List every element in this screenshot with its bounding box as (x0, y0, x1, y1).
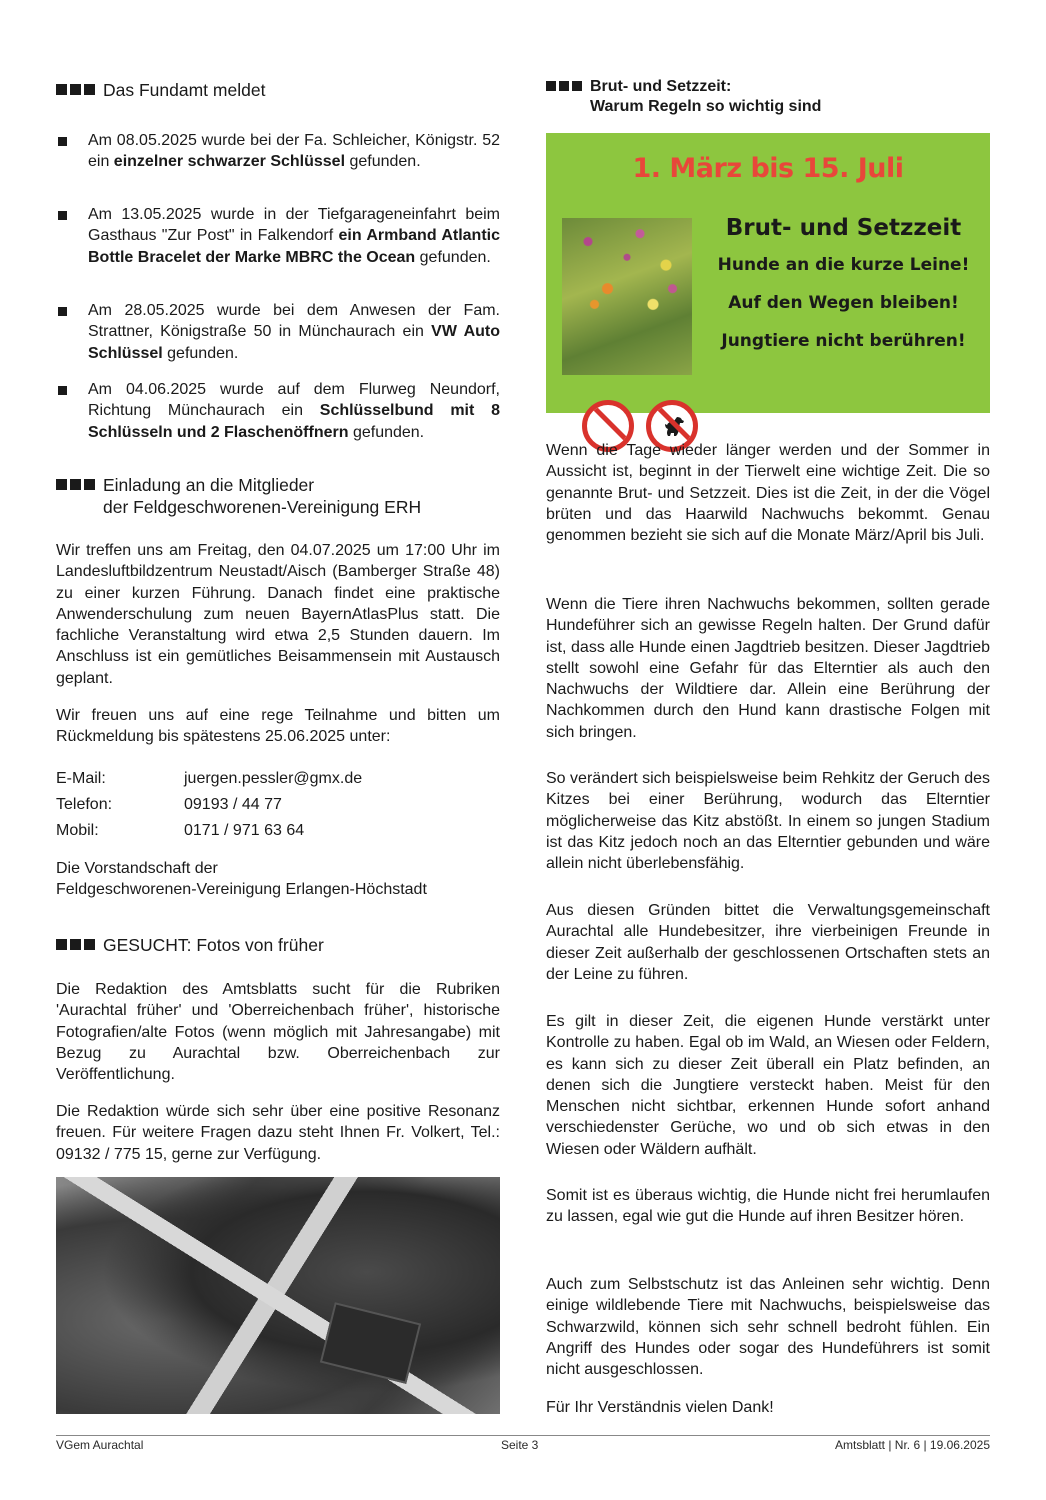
section-heading-brut (546, 77, 821, 117)
banner-date-range: 1. März bis 15. Juli (632, 153, 904, 184)
einladung-paragraph-2: Wir freuen uns auf eine rege Teilnahme und bitten um Rückmeldung bis spätestens 25.06.2025 unter: (56, 707, 500, 746)
flower-meadow-image (562, 218, 692, 375)
heading-squares-icon (56, 79, 95, 101)
heading-line-1: Brut- und Setzzeit: (590, 78, 732, 95)
contact-phone: Telefon: 09193 / 44 77 (56, 796, 282, 813)
gesucht-paragraph-2: Die Redaktion würde sich sehr über eine positive Resonanz freuen. Für weitere Fragen dazu steht Ihnen Fr. Volkert, Tel.: 09132 / 775 15, gerne zur Verfügung. (56, 1103, 500, 1163)
heading-squares-icon (56, 474, 95, 518)
heading-line-1: Einladung an die Mitglieder (103, 475, 315, 495)
footer-page-number: Seite 3 (501, 1438, 539, 1452)
brut-paragraph-4: Aus diesen Gründen bittet die Verwaltungsgemeinschaft Aurachtal alle Hundebesitzer, ihre vierbeinigen Freunde in dieser Zeit außerhalb der geschlossenen Ortschaften stets an der Leine zu führen. (546, 902, 990, 983)
footer-publisher: VGem Aurachtal (56, 1438, 144, 1452)
einladung-signature: Die Vorstandschaft der Feldgeschworenen-Vereinigung Erlangen-Höchstadt (56, 860, 427, 899)
bullet-square-icon (58, 211, 67, 220)
brut-paragraph-7: Auch zum Selbstschutz ist das Anleinen sehr wichtig. Denn einige wildlebende Tiere mit Nachwuchs, beispielsweise das Schwarzwild, können sich sehr schnell bedroht fühlen. Ein Angriff des Hundes oder sogar des Hundeführers ist somit nicht ausgeschlossen. (546, 1276, 990, 1379)
historic-photos-image (56, 1177, 500, 1414)
bullet-square-icon (58, 386, 67, 395)
brut-paragraph-8: Für Ihr Verständnis vielen Dank! (546, 1399, 774, 1416)
brut-paragraph-5: Es gilt in dieser Zeit, die eigenen Hunde verstärkt unter Kontrolle zu haben. Egal ob im Wald, an Wiesen oder Feldern, es kann sich zu dieser Zeit überall ein Platz befinden, an denen sich die Jungtiere versteckt haben. Meist für den Menschen nicht sichtbar, erkennen Hunde sofort anhand verschiedenster Gerüche, wo und ob sich etwas in den Wiesen oder Wäldern aufhält. (546, 1013, 990, 1158)
contact-list (56, 766, 362, 844)
heading-text: Das Fundamt meldet (103, 80, 266, 100)
footer-issue: Amtsblatt | Nr. 6 | 19.06.2025 (835, 1438, 990, 1452)
chalkboard-shape (320, 1302, 421, 1384)
banner-rule-2: Auf den Wegen bleiben! (728, 293, 959, 313)
section-heading-gesucht (56, 934, 324, 956)
contact-email: E-Mail: juergen.pessler@gmx.de (56, 766, 362, 792)
section-heading-einladung (56, 474, 421, 518)
banner-rule-3: Jungtiere nicht berühren! (721, 331, 966, 351)
bullet-square-icon (58, 307, 67, 316)
heading-line-2: Warum Regeln so wichtig sind (590, 98, 822, 115)
bullet-square-icon (58, 137, 67, 146)
email-link[interactable]: juergen.pessler@gmx.de (184, 770, 363, 787)
heading-squares-icon (56, 934, 95, 956)
heading-text: GESUCHT: Fotos von früher (103, 935, 324, 955)
brut-paragraph-2: Wenn die Tiere ihren Nachwuchs bekommen, sollten gerade Hundeführer sich an gewisse Regeln halten. Der Grund dafür ist, dass alle Hunde einen Jagdtrieb besitzen. Dieser Jagdtrieb stellt sowohl eine Gefahr für das Elterntier als auch den Nachwuchs der Wildtiere dar. Allein eine Berührung der Nachkommen durch den Hund kann drastische Folgen mit sich bringen. (546, 596, 990, 741)
brut-paragraph-3: So verändert sich beispielsweise beim Rehkitz der Geruch des Kitzes bei einer Berührung, wodurch das Elterntier möglicherweise das Kitz abstößt. In einem so jungen Stadium ist das Kitz jedoch noch an das Elterntier gebunden und wäre allein nicht überlebensfähig. (546, 770, 990, 873)
brut-setzzeit-banner (546, 133, 990, 413)
brut-paragraph-6: Somit ist es überaus wichtig, die Hunde nicht frei herumlaufen zu lassen, egal wie gut die Hunde auf ihren Besitzer hören. (546, 1187, 990, 1226)
einladung-paragraph-1: Wir treffen uns am Freitag, den 04.07.2025 um 17:00 Uhr im Landesluftbildzentrum Neustadt/Aisch (Bamberger Straße 48) zu einer kurzen Führung. Danach findet eine praktische Anwenderschulung zum neuen BayernAtlasPlus statt. Die fachliche Veranstaltung wird etwa 2,5 Stunden dauern. Im Anschluss ist ein gemütliches Beisammensein mit Austausch geplant. (56, 542, 500, 687)
contact-mobile: Mobil: 0171 / 971 63 64 (56, 822, 305, 839)
gesucht-paragraph-1: Die Redaktion des Amtsblatts sucht für die Rubriken 'Aurachtal früher' und 'Oberreichenbach früher', historische Fotografien/alte Fotos (wenn möglich mit Jahresangabe) mit Bezug zu Aurachtal bzw. Oberreichenbach zur Veröffentlichung. (56, 981, 500, 1084)
section-heading-fundamt (56, 79, 265, 101)
banner-rules (701, 215, 986, 369)
banner-rule-1: Hunde an die kurze Leine! (717, 255, 970, 275)
footer-divider (56, 1435, 990, 1436)
heading-line-2: der Feldgeschworenen-Vereinigung ERH (103, 497, 422, 517)
heading-squares-icon (546, 77, 582, 117)
dog-icon (663, 415, 685, 439)
banner-title: Brut- und Setzzeit (725, 215, 962, 241)
brut-paragraph-1: Wenn die Tage wieder länger werden und der Sommer in Aussicht ist, beginnt in der Tierwelt eine wichtige Zeit. Die so genannte Brut- und Setzzeit. Dies ist die Zeit, in der die Vögel brüten und das Haarwild Nachwuchs bekommt. Genau genommen bezieht sie sich auf die Monate März/April bis Juli. (546, 442, 990, 545)
